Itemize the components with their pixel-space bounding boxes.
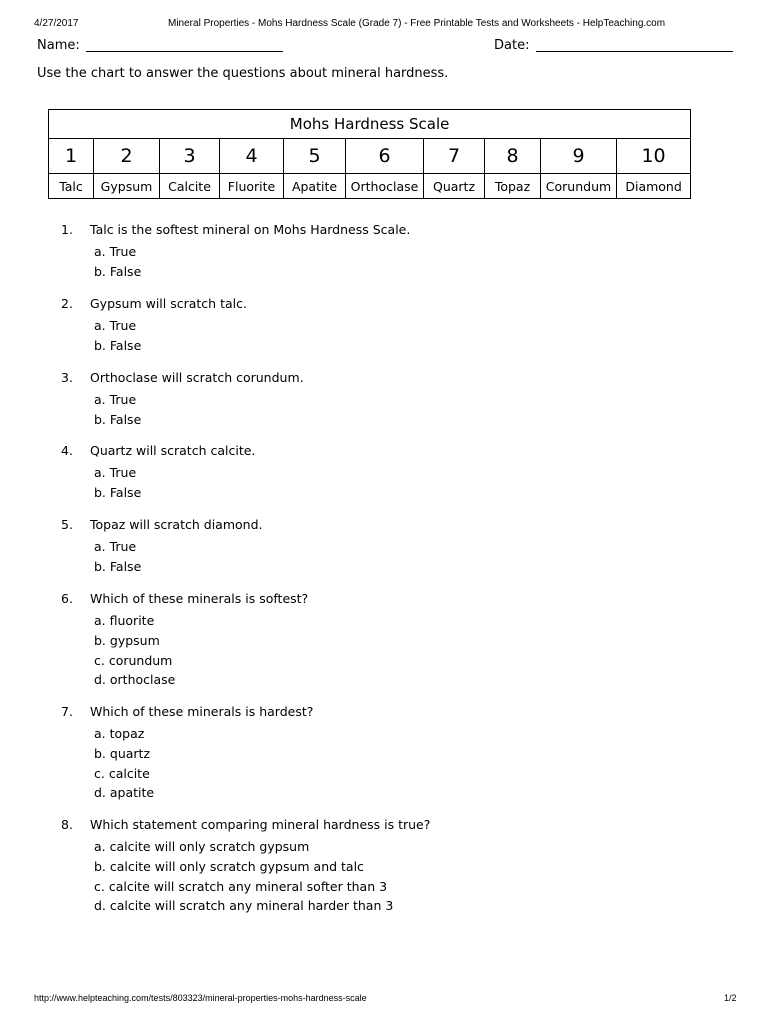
hardness-number: 2 <box>94 139 160 174</box>
answer-option[interactable]: a. fluorite <box>94 613 155 628</box>
answer-option[interactable]: b. False <box>94 558 142 574</box>
mineral-name: Gypsum <box>94 174 160 199</box>
hardness-number: 9 <box>541 139 617 174</box>
mineral-name: Corundum <box>541 174 617 199</box>
answer-option[interactable]: c. calcite will scratch any mineral softer than 3 <box>94 878 388 894</box>
answer-option[interactable]: a. True <box>94 465 137 480</box>
page-header-title: Mineral Properties - Mohs Hardness Scale (Grade 7) - Free Printable Tests and Worksheets - HelpTeaching.com <box>168 18 666 29</box>
footer-url: http://www.helpteaching.com/tests/803323/mineral-properties-mohs-hardness-scale <box>34 993 367 1003</box>
question-text: Which of these minerals is hardest? <box>90 704 314 719</box>
question-number: 3. <box>61 370 73 385</box>
date-label: Date: <box>494 38 530 53</box>
mineral-name: Fluorite <box>220 174 284 199</box>
question-number: 5. <box>61 517 73 532</box>
mineral-name: Diamond <box>617 174 691 199</box>
hardness-number: 1 <box>49 139 94 174</box>
question-text: Topaz will scratch diamond. <box>90 517 263 532</box>
hardness-number: 10 <box>617 139 691 174</box>
question-number: 1. <box>61 222 73 237</box>
answer-option[interactable]: b. False <box>94 337 142 353</box>
hardness-number: 6 <box>346 139 424 174</box>
question-number: 2. <box>61 296 73 311</box>
mohs-scale-table <box>48 109 691 199</box>
date-field[interactable] <box>536 51 733 52</box>
page-number: 1/2 <box>724 993 737 1003</box>
answer-option[interactable]: b. False <box>94 484 142 500</box>
mineral-name: Topaz <box>485 174 541 199</box>
mineral-name: Apatite <box>284 174 346 199</box>
answer-option[interactable]: b. quartz <box>94 745 150 761</box>
question-text: Which of these minerals is softest? <box>90 591 309 606</box>
question-number: 6. <box>61 591 73 606</box>
question-number: 8. <box>61 817 73 832</box>
mineral-name: Quartz <box>424 174 485 199</box>
answer-option[interactable]: a. True <box>94 392 137 407</box>
answer-option[interactable]: b. calcite will only scratch gypsum and talc <box>94 858 364 874</box>
answer-option[interactable]: a. True <box>94 244 137 259</box>
question-text: Gypsum will scratch talc. <box>90 296 247 311</box>
answer-option[interactable]: a. True <box>94 318 137 333</box>
hardness-number: 3 <box>160 139 220 174</box>
answer-option[interactable]: b. gypsum <box>94 632 160 648</box>
mineral-name: Calcite <box>160 174 220 199</box>
mineral-name-row <box>49 174 691 199</box>
answer-option[interactable]: a. calcite will only scratch gypsum <box>94 839 310 854</box>
hardness-number: 7 <box>424 139 485 174</box>
print-date: 4/27/2017 <box>34 18 79 29</box>
hardness-number: 8 <box>485 139 541 174</box>
question-text: Which statement comparing mineral hardness is true? <box>90 817 431 832</box>
hardness-number: 5 <box>284 139 346 174</box>
name-label: Name: <box>37 38 80 53</box>
question-text: Talc is the softest mineral on Mohs Hardness Scale. <box>90 222 411 237</box>
answer-option[interactable]: d. apatite <box>94 785 155 801</box>
instructions: Use the chart to answer the questions about mineral hardness. <box>37 66 449 81</box>
hardness-number: 4 <box>220 139 284 174</box>
answer-option[interactable]: b. False <box>94 263 142 279</box>
answer-option[interactable]: d. orthoclase <box>94 672 176 688</box>
question-number: 4. <box>61 443 73 458</box>
answer-option[interactable]: b. False <box>94 411 142 427</box>
scale-title: Mohs Hardness Scale <box>49 110 691 139</box>
mineral-name: Orthoclase <box>346 174 424 199</box>
question-text: Orthoclase will scratch corundum. <box>90 370 304 385</box>
hardness-number-row <box>49 139 691 174</box>
answer-option[interactable]: a. topaz <box>94 726 145 741</box>
answer-option[interactable]: c. calcite <box>94 765 150 781</box>
question-number: 7. <box>61 704 73 719</box>
answer-option[interactable]: c. corundum <box>94 652 173 668</box>
mineral-name: Talc <box>49 174 94 199</box>
name-field[interactable] <box>86 51 283 52</box>
question-text: Quartz will scratch calcite. <box>90 443 256 458</box>
answer-option[interactable]: a. True <box>94 539 137 554</box>
answer-option[interactable]: d. calcite will scratch any mineral harder than 3 <box>94 898 394 914</box>
